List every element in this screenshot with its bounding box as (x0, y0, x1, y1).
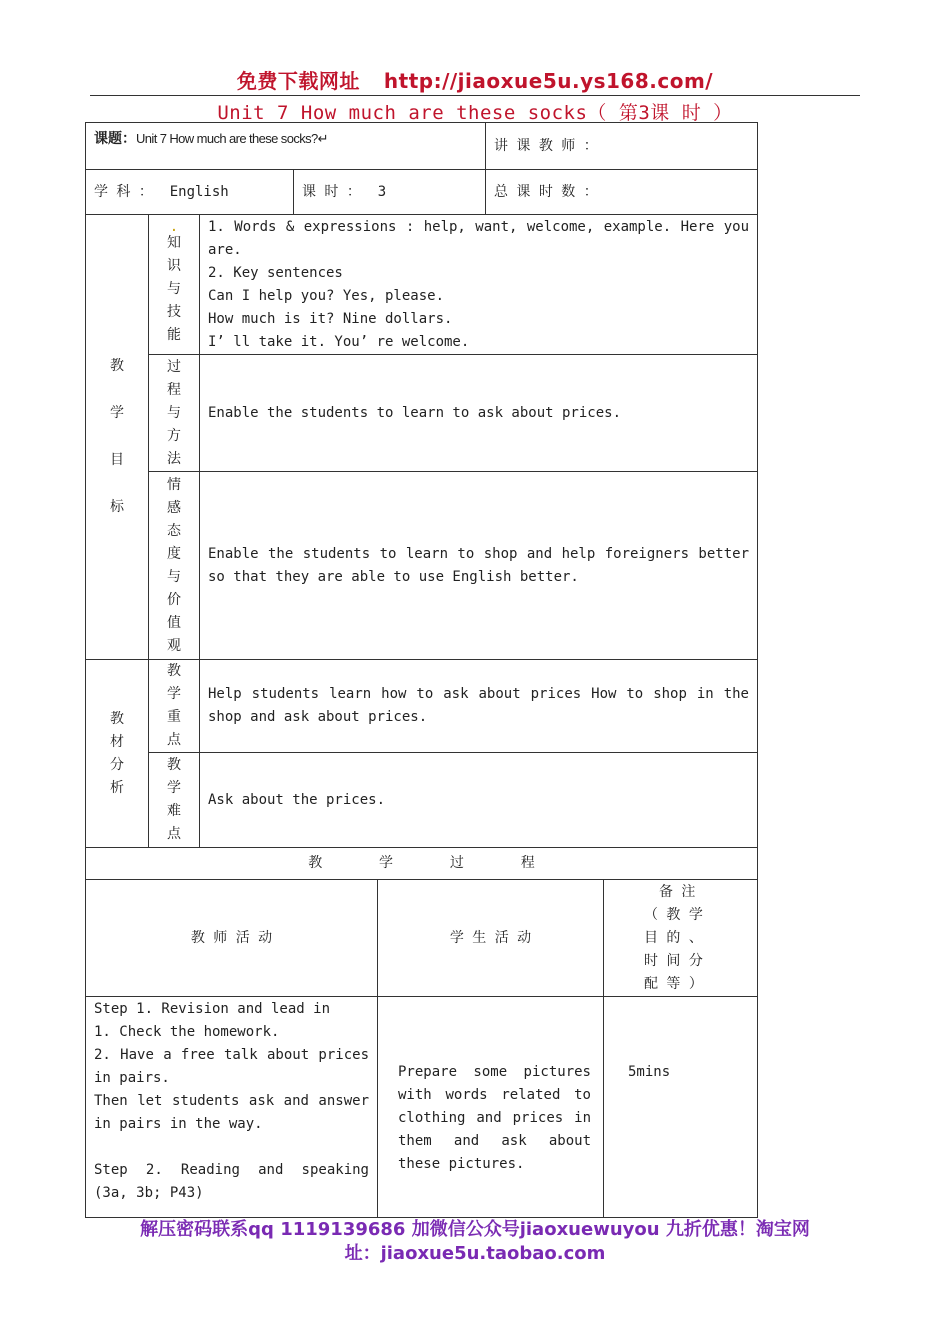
notes-header: 备 注 （ 教 学 目 的 、 时 间 分 配 等 ） (603, 879, 758, 997)
period-cell (293, 169, 486, 215)
key-points-content: Help students learn how to ask about prices How to shop in the shop and ask about prices. (199, 659, 758, 753)
emotion-values-label: 情 感 态 度 与 价 值 观 (148, 471, 200, 660)
teacher-label: 讲 课 教 师 ： (494, 137, 598, 154)
footer-line-2[interactable]: 址：jiaoxue5u.taobao.com (344, 1243, 606, 1264)
emotion-values-content: Enable the students to learn to shop and help foreigners better so that they are able to use English better. (199, 471, 758, 660)
notes-content: 5mins (603, 996, 758, 1218)
teaching-process-header: 教 学 过 程 (85, 847, 758, 880)
student-activity-header: 学 生 活 动 (377, 879, 604, 997)
topic-value: Unit 7 How much are these socks?↵ (136, 131, 328, 146)
total-periods-cell (485, 169, 758, 215)
subject-cell (85, 169, 294, 215)
topic-label: 课题： (94, 131, 136, 147)
student-activity-content: Prepare some pictures with words related to clothing and prices in them and ask about these pictures. (377, 996, 604, 1218)
topic-cell (85, 122, 486, 170)
footer-line-1: 解压密码联系qq 1119139686 加微信公众号jiaoxuewuyou 九折优惠！淘宝网 (140, 1219, 810, 1240)
teacher-cell (485, 122, 758, 170)
knowledge-label: . 知 识 与 技 能 (148, 214, 200, 355)
objectives-group-label: 教 学 目 标 (85, 214, 149, 660)
download-header (0, 65, 950, 94)
subject-label: 学 科 ： (94, 183, 153, 200)
teacher-activity-content: Step 1. Revision and lead in 1. Check the homework. 2. Have a free talk about prices in pairs. Then let students ask and answer in pairs in the way. Step 2. Reading and speaking (3a, 3b; P43) (85, 996, 378, 1218)
difficult-points-content: Ask about the prices. (199, 752, 758, 848)
download-url-link[interactable]: http://jiaoxue5u.ys168.com/ (383, 69, 714, 93)
process-method-label: 过 程 与 方 法 (148, 354, 200, 472)
difficult-points-label: 教 学 难 点 (148, 752, 200, 848)
header-divider (90, 95, 860, 96)
analysis-group-label: 教 材 分 析 (85, 659, 149, 848)
knowledge-content: 1. Words & expressions : help, want, welcome, example. Here you are. 2. Key sentences Can I help you? Yes, please. How much is it? Nine dollars. I’ ll take it. You’ re welcome. (199, 214, 758, 355)
period-value: 3 (377, 183, 387, 200)
footer-promo (0, 1218, 950, 1266)
page-title: Unit 7 How much are these socks（ 第3课 时 ） (217, 102, 733, 124)
period-label: 课 时 ： (302, 183, 361, 200)
subject-value: English (169, 183, 229, 200)
key-points-label: 教 学 重 点 (148, 659, 200, 753)
download-label: 免费下载网址 (236, 69, 360, 93)
teacher-activity-header: 教 师 活 动 (85, 879, 378, 997)
total-periods-label: 总 课 时 数 ： (494, 183, 598, 200)
process-method-content: Enable the students to learn to ask about prices. (199, 354, 758, 472)
